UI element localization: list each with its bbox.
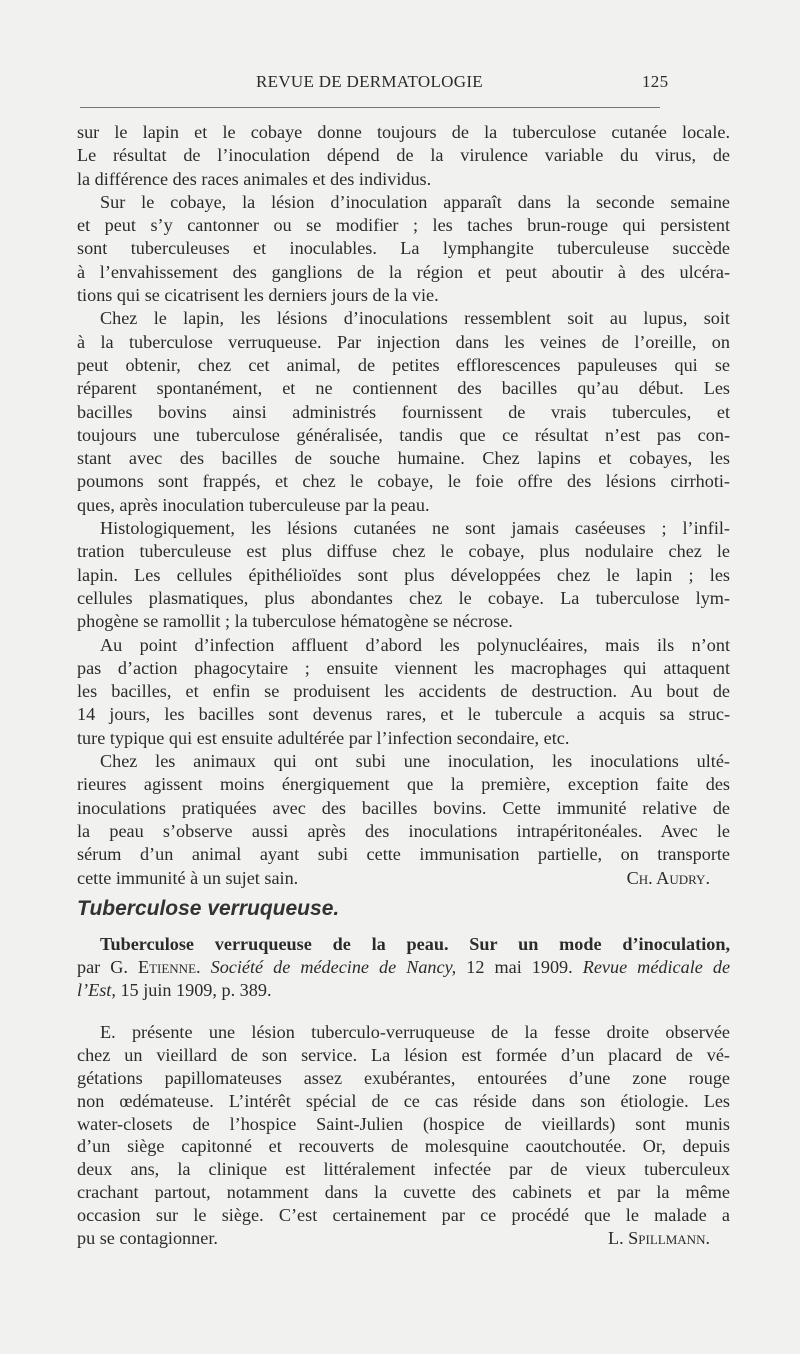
citation-source: Société de médecine de Nancy, — [210, 957, 457, 977]
running-header — [0, 72, 800, 96]
article-citation — [77, 933, 730, 1002]
text-line: sont tuberculeuses et inoculables. La lymphangite tuberculeuse succède — [77, 238, 730, 259]
page-number: 125 — [642, 72, 669, 91]
text-line: rieures agissent moins énergiquement que la première, exception faite des — [77, 774, 730, 795]
citation-source-2: Revue médicale de — [582, 957, 731, 977]
text-line: crachant partout, notamment dans la cuvette des cabinets et par la même — [77, 1182, 730, 1203]
text-line: water-closets de l’hospice Saint-Julien (hospice de vieillards) sont munis — [77, 1113, 730, 1134]
text-line — [77, 1227, 730, 1250]
text-line: les bacilles, et enfin se produisent les accidents de destruction. Au bout de — [77, 681, 730, 702]
signature: Ch. Audry. — [626, 867, 710, 888]
text-line: à la tuberculose verruqueuse. Par injection dans les veines de l’oreille, on — [77, 331, 730, 352]
text-line: lapin. Les cellules épithélioïdes sont plus développées chez le lapin ; les — [77, 564, 730, 585]
text-line: la peau s’observe aussi après des inoculations intrapéritonéales. Avec le — [77, 820, 730, 841]
text-line: tions qui se cicatrisent les derniers jours de la vie. — [77, 285, 439, 306]
text-line: E. présente une lésion tuberculo-verruqueuse de la fesse droite observée — [100, 1022, 730, 1042]
line-text: pu se contagionner. — [77, 1228, 218, 1249]
citation-source-2-end: l’Est, — [77, 980, 116, 1000]
citation-line-2 — [77, 979, 730, 1002]
text-line: Histologiquement, les lésions cutanées ne sont jamais caséeuses ; l’infil- — [100, 518, 730, 539]
text-line: tration tuberculeuse est plus diffuse chez le cobaye, plus nodulaire chez le — [77, 541, 730, 562]
text-line: à l’envahissement des ganglions de la région et peut aboutir à des ulcéra- — [77, 261, 730, 282]
text-line: Au point d’infection affluent d’abord les polynucléaires, mais ils n’ont — [100, 634, 730, 655]
signature: L. Spillmann. — [607, 1228, 710, 1249]
header-rule — [80, 107, 660, 108]
text-line: phogène se ramollit ; la tuberculose hématogène se nécrose. — [77, 611, 513, 632]
journal-title: REVUE DE DERMATOLOGIE — [256, 72, 483, 91]
main-text — [77, 121, 730, 890]
text-line: Le résultat de l’inoculation dépend de la virulence variable du virus, de — [77, 145, 730, 166]
text-line: non œdémateuse. L’intérêt spécial de ce cas réside dans son étiologie. Les — [77, 1090, 730, 1111]
text-line: cellules plasmatiques, plus abondantes chez le cobaye. La tuberculose lym- — [77, 587, 730, 608]
article-text — [77, 1021, 730, 1250]
text-line: chez un vieillard de son service. La lésion est formée d’un placard de vé- — [77, 1044, 730, 1065]
article-title: Tuberculose verruqueuse de la peau. Sur un mode d’inoculation, — [100, 934, 730, 954]
text-line: Chez le lapin, les lésions d’inoculations ressemblent soit au lupus, soit — [100, 308, 730, 329]
text-line: d’un siège capitonné et recouverts de molesquine caoutchoutée. Or, depuis — [77, 1136, 730, 1157]
text-line: Chez les animaux qui ont subi une inoculation, les inoculations ulté- — [100, 751, 730, 772]
text-line: gétations papillomateuses assez exubérantes, entourées d’une zone rouge — [77, 1067, 730, 1088]
text-line: bacilles bovins ainsi administrés fournissent de vrais tubercules, et — [77, 401, 730, 422]
text-line: toujours une tuberculose généralisée, tandis que ce résultat n’est pas con- — [77, 424, 730, 445]
text-line: pas d’action phagocytaire ; ensuite viennent les macrophages qui attaquent — [77, 657, 730, 678]
text-line: poumons sont frappés, et chez le cobaye, le foie offre des lésions cirrhoti- — [77, 471, 730, 492]
line-text: cette immunité à un sujet sain. — [77, 867, 299, 888]
text-line: inoculations pratiquées avec des bacilles bovins. Cette immunité relative de — [77, 797, 730, 818]
text-line: ques, après inoculation tuberculeuse par la peau. — [77, 494, 430, 515]
text-line: deux ans, la clinique est littéralement infectée par de vieux tuberculeux — [77, 1159, 730, 1180]
text-line: stant avec des bacilles de souche humaine. Chez lapins et cobayes, les — [77, 448, 730, 469]
text-line — [77, 867, 730, 890]
citation-line — [77, 956, 730, 979]
text-line: peut obtenir, chez cet animal, de petites efflorescences papuleuses qui se — [77, 354, 730, 375]
text-line: sur le lapin et le cobaye donne toujours de la tuberculose cutanée locale. — [77, 122, 730, 142]
text-line: 14 jours, les bacilles sont devenus rares, et le tubercule a acquis sa struc- — [77, 704, 730, 725]
text-line: sérum d’un animal ayant subi cette immunisation partielle, on transporte — [77, 844, 730, 865]
text-line: ture typique qui est ensuite adultérée par l’infection secondaire, etc. — [77, 727, 570, 748]
section-heading: Tuberculose verruqueuse. — [77, 897, 340, 920]
text-line: Sur le cobaye, la lésion d’inoculation apparaît dans la seconde semaine — [100, 191, 730, 212]
text-line: la différence des races animales et des individus. — [77, 168, 432, 189]
citation-author: Etienne. — [137, 957, 201, 977]
citation-date-2: 15 juin 1909, p. 389. — [120, 980, 272, 1000]
citation-date: 12 mai 1909. — [466, 957, 573, 977]
text-line: occasion sur le siège. C’est certainement par ce procédé que le malade a — [77, 1205, 730, 1226]
text-line: réparent spontanément, et ne contiennent des bacilles qu’au début. Les — [77, 378, 730, 399]
citation-by: par G. — [77, 957, 128, 977]
text-line: et peut s’y cantonner ou se modifier ; les taches brun-rouge qui persistent — [77, 215, 730, 236]
